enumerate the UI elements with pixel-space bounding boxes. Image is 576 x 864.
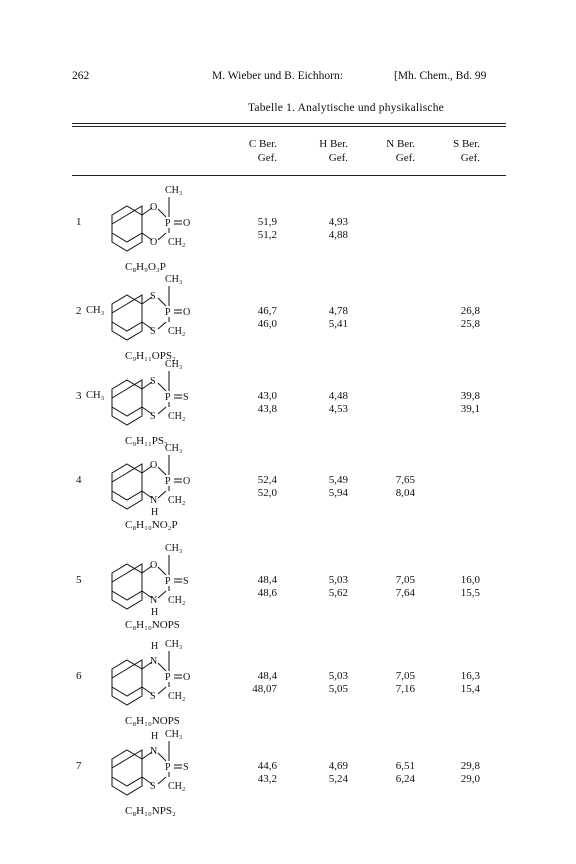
- methyl-label: CH₃: [165, 543, 183, 554]
- exocyclic-atom-label: O: [183, 307, 191, 318]
- heteroatom-label: S: [150, 291, 156, 302]
- exocyclic-atom-label: S: [183, 762, 189, 773]
- analysis-value-h: [288, 670, 348, 696]
- value-line: 5,03: [328, 670, 348, 682]
- value-line: 48,4: [257, 670, 277, 682]
- heteroatom-label: S: [150, 326, 156, 337]
- value-line: 5,62: [328, 587, 348, 599]
- value-line: 15,4: [460, 683, 480, 695]
- value-line: 5,24: [328, 773, 348, 785]
- table-top-rule-2: [72, 126, 506, 127]
- analysis-value-n: [355, 574, 415, 600]
- column-heading-c: C Ber. Gef.: [248, 138, 277, 164]
- compound-number: 6: [76, 670, 82, 682]
- analysis-value-c: [217, 474, 277, 500]
- value-line: 7,05: [395, 574, 415, 586]
- methylene-label: CH₂: [168, 691, 186, 702]
- value-line: 39,1: [460, 403, 480, 415]
- molecular-formula: C₉H₁₁OPS₂: [125, 350, 176, 362]
- methylene-label: CH₂: [168, 237, 186, 248]
- value-line: 52,0: [257, 487, 277, 499]
- analysis-value-s: [420, 670, 480, 696]
- value-line: 25,8: [460, 318, 480, 330]
- running-journal: [Mh. Chem., Bd. 99: [394, 70, 487, 82]
- analysis-value-h: [288, 305, 348, 331]
- table-top-rule: [72, 123, 506, 124]
- value-line: 48,6: [257, 587, 277, 599]
- value-line: 43,8: [257, 403, 277, 415]
- heteroatom-label: S: [150, 376, 156, 387]
- value-line: 6,24: [395, 773, 415, 785]
- heteroatom-label: S: [150, 781, 156, 792]
- heteroatom-label: O: [150, 237, 158, 248]
- value-line: 39,8: [460, 390, 480, 402]
- value-line: 46,0: [257, 318, 277, 330]
- value-line: 7,16: [395, 683, 415, 695]
- phosphorus-label: P: [165, 576, 171, 587]
- value-line: 29,0: [460, 773, 480, 785]
- column-heading-s: S Ber. Gef.: [453, 138, 480, 164]
- analysis-value-h: [288, 216, 348, 242]
- nh-hydrogen-label: H: [151, 507, 159, 518]
- structure-drawing: [110, 637, 220, 727]
- methylene-label: CH₂: [168, 495, 186, 506]
- heteroatom-label: N: [150, 656, 158, 667]
- molecular-formula: C₈H₁₀NOPS: [125, 715, 180, 727]
- analysis-value-c: [217, 390, 277, 416]
- heteroatom-label: N: [150, 746, 158, 757]
- value-line: 51,9: [257, 216, 277, 228]
- compound-number: 1: [76, 216, 82, 228]
- value-line: 8,04: [395, 487, 415, 499]
- analysis-value-c: [217, 760, 277, 786]
- value-line: 5,49: [328, 474, 348, 486]
- heteroatom-label: N: [150, 495, 158, 506]
- structure-drawing: [110, 357, 220, 447]
- value-line: 48,4: [257, 574, 277, 586]
- methyl-label: CH₃: [165, 274, 183, 285]
- exocyclic-atom-label: S: [183, 392, 189, 403]
- nh-hydrogen-label: H: [151, 731, 159, 742]
- exocyclic-atom-label: O: [183, 218, 191, 229]
- phosphorus-label: P: [165, 392, 171, 403]
- structure-drawing: [110, 441, 220, 531]
- structure-drawing: [110, 272, 220, 362]
- ring-methyl-label: CH₃: [86, 390, 105, 401]
- value-line: 4,93: [328, 216, 348, 228]
- methyl-label: CH₃: [165, 185, 183, 196]
- analysis-value-s: [420, 574, 480, 600]
- structure-drawing: [110, 183, 220, 273]
- value-line: 29,8: [460, 760, 480, 772]
- exocyclic-atom-label: O: [183, 672, 191, 683]
- running-authors: M. Wieber und B. Eichhorn:: [212, 70, 343, 82]
- methylene-label: CH₂: [168, 326, 186, 337]
- heteroatom-label: S: [150, 411, 156, 422]
- value-line: 16,3: [460, 670, 480, 682]
- value-line: 6,51: [395, 760, 415, 772]
- analysis-value-n: [355, 474, 415, 500]
- phosphorus-label: P: [165, 762, 171, 773]
- analysis-value-c: [217, 216, 277, 242]
- molecular-formula: C₈H₁₀NPS₂: [125, 805, 176, 817]
- column-heading-h: H Ber. Gef.: [319, 138, 348, 164]
- value-line: 43,0: [257, 390, 277, 402]
- value-line: 4,48: [328, 390, 348, 402]
- compound-number: 3: [76, 390, 82, 402]
- nh-hydrogen-label: H: [151, 607, 159, 618]
- analysis-value-s: [420, 305, 480, 331]
- molecular-formula: C₈H₉O₃P: [125, 261, 166, 273]
- methyl-label: CH₃: [165, 359, 183, 370]
- analysis-value-h: [288, 760, 348, 786]
- methyl-label: CH₃: [165, 443, 183, 454]
- exocyclic-atom-label: S: [183, 576, 189, 587]
- compound-number: 7: [76, 760, 82, 772]
- table-header-rule: [72, 175, 506, 176]
- analysis-value-h: [288, 474, 348, 500]
- compound-number: 2: [76, 305, 82, 317]
- value-line: 5,94: [328, 487, 348, 499]
- value-line: 7,64: [395, 587, 415, 599]
- analysis-value-s: [420, 760, 480, 786]
- value-line: 48,07: [252, 683, 277, 695]
- methylene-label: CH₂: [168, 411, 186, 422]
- molecular-formula: C₉H₁₁PS₃: [125, 435, 168, 447]
- analysis-value-c: [217, 305, 277, 331]
- compound-number: 5: [76, 574, 82, 586]
- value-line: 4,69: [328, 760, 348, 772]
- compound-number: 4: [76, 474, 82, 486]
- ring-methyl-label: CH₃: [86, 305, 105, 316]
- value-line: 7,05: [395, 670, 415, 682]
- value-line: 15,5: [460, 587, 480, 599]
- value-line: 5,03: [328, 574, 348, 586]
- structure-drawing: [110, 541, 220, 631]
- phosphorus-label: P: [165, 672, 171, 683]
- value-line: 5,05: [328, 683, 348, 695]
- heteroatom-label: N: [150, 595, 158, 606]
- analysis-value-c: [217, 574, 277, 600]
- methylene-label: CH₂: [168, 595, 186, 606]
- methyl-label: CH₃: [165, 639, 183, 650]
- phosphorus-label: P: [165, 307, 171, 318]
- value-line: 52,4: [257, 474, 277, 486]
- analysis-value-n: [355, 670, 415, 696]
- phosphorus-label: P: [165, 476, 171, 487]
- analysis-value-h: [288, 574, 348, 600]
- value-line: 26,8: [460, 305, 480, 317]
- nh-hydrogen-label: H: [151, 641, 159, 652]
- heteroatom-label: S: [150, 691, 156, 702]
- column-heading-n: N Ber. Gef.: [386, 138, 415, 164]
- value-line: 5,41: [328, 318, 348, 330]
- value-line: 46,7: [257, 305, 277, 317]
- phosphorus-label: P: [165, 218, 171, 229]
- analysis-value-s: [420, 390, 480, 416]
- analysis-value-n: [355, 760, 415, 786]
- value-line: 44,6: [257, 760, 277, 772]
- value-line: 4,53: [328, 403, 348, 415]
- heteroatom-label: O: [150, 202, 158, 213]
- value-line: 7,65: [395, 474, 415, 486]
- value-line: 16,0: [460, 574, 480, 586]
- value-line: 51,2: [257, 229, 277, 241]
- analysis-value-h: [288, 390, 348, 416]
- page-number: 262: [72, 70, 90, 82]
- heteroatom-label: O: [150, 460, 158, 471]
- value-line: 43,2: [257, 773, 277, 785]
- methyl-label: CH₃: [165, 729, 183, 740]
- methylene-label: CH₂: [168, 781, 186, 792]
- analysis-value-c: [217, 670, 277, 696]
- table-caption: Tabelle 1. Analytische und physikalische: [248, 102, 444, 114]
- exocyclic-atom-label: O: [183, 476, 191, 487]
- structure-drawing: [110, 727, 220, 817]
- heteroatom-label: O: [150, 560, 158, 571]
- molecular-formula: C₈H₁₀NOPS: [125, 619, 180, 631]
- molecular-formula: C₈H₁₀NO₂P: [125, 519, 178, 531]
- value-line: 4,78: [328, 305, 348, 317]
- value-line: 4,88: [328, 229, 348, 241]
